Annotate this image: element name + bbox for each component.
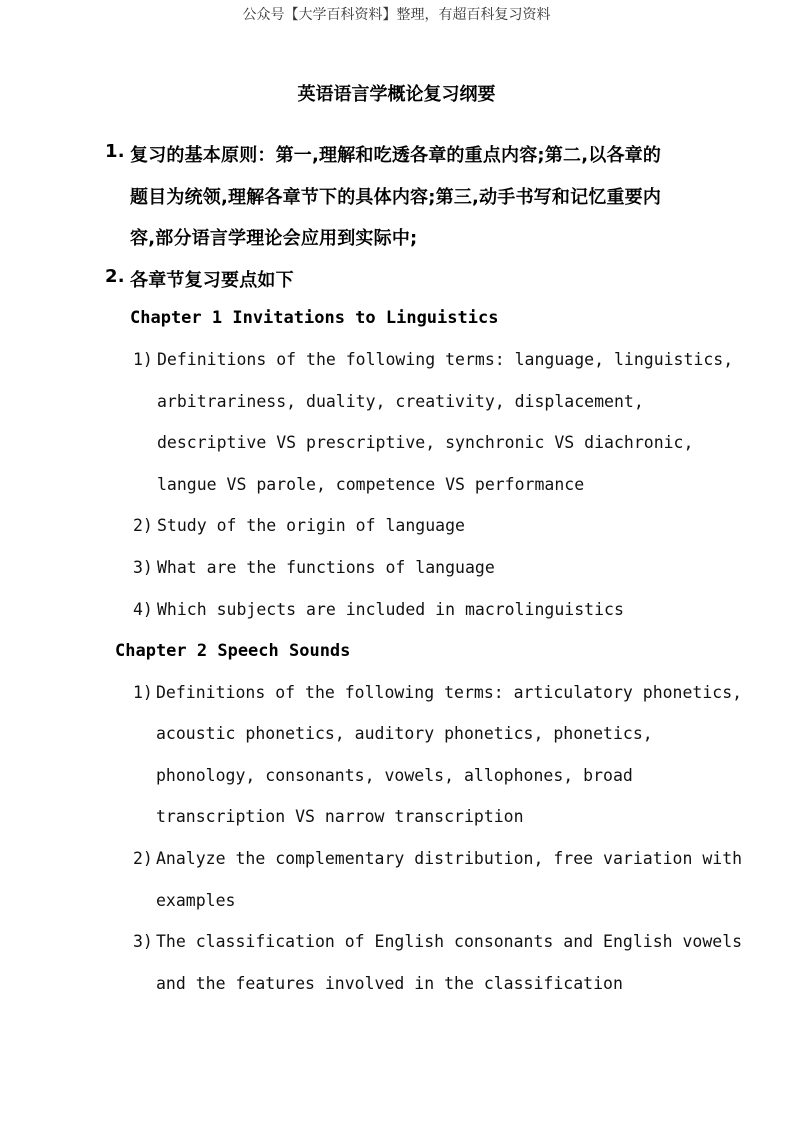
list-item-text: Definitions of the following terms: articulatory phonetics, <box>156 683 743 702</box>
list-item-text: Study of the origin of language <box>157 516 465 535</box>
document-title: 英语语言学概论复习纲要 <box>297 84 496 105</box>
list-item-text: transcription VS narrow transcription <box>156 807 524 826</box>
list-item-text: The classification of English consonants and English vowels <box>156 932 743 951</box>
list-item-number: 3) <box>133 932 153 951</box>
section-1-number: 1. <box>105 141 125 162</box>
section-2-number: 2. <box>105 266 125 287</box>
list-item-text: What are the functions of language <box>157 558 495 577</box>
list-item-text: langue VS parole, competence VS performance <box>157 475 585 494</box>
list-item-text: descriptive VS prescriptive, synchronic VS diachronic, <box>157 433 694 452</box>
list-item-number: 1) <box>133 350 153 369</box>
list-item-text: acoustic phonetics, auditory phonetics, phonetics, <box>156 724 653 743</box>
list-item-number: 2) <box>133 849 153 868</box>
list-item-text: Definitions of the following terms: language, linguistics, <box>157 350 734 369</box>
list-item-text: Which subjects are included in macrolinguistics <box>157 600 624 619</box>
section-2-text: 各章节复习要点如下 <box>130 270 294 291</box>
section-1-line: 复习的基本原则：第一,理解和吃透各章的重点内容;第二,以各章的 <box>130 145 662 166</box>
list-item-text: examples <box>156 891 236 910</box>
page-header: 公众号【大学百科资料】整理，有超百科复习资料 <box>242 7 551 23</box>
list-item-text: Analyze the complementary distribution, free variation with <box>156 849 743 868</box>
chapter-2-heading: Chapter 2 Speech Sounds <box>115 641 351 661</box>
list-item-number: 2) <box>133 516 153 535</box>
list-item-number: 4) <box>133 600 153 619</box>
list-item-number: 1) <box>133 683 153 702</box>
chapter-1-heading: Chapter 1 Invitations to Linguistics <box>130 308 499 328</box>
list-item-text: phonology, consonants, vowels, allophones, broad <box>156 766 633 785</box>
list-item-text: arbitrariness, duality, creativity, displacement, <box>157 392 644 411</box>
section-1-line: 题目为统领,理解各章节下的具体内容;第三,动手书写和记忆重要内 <box>130 187 662 208</box>
list-item-number: 3) <box>133 558 153 577</box>
list-item-text: and the features involved in the classification <box>156 974 623 993</box>
section-1-line: 容,部分语言学理论会应用到实际中; <box>130 228 418 249</box>
